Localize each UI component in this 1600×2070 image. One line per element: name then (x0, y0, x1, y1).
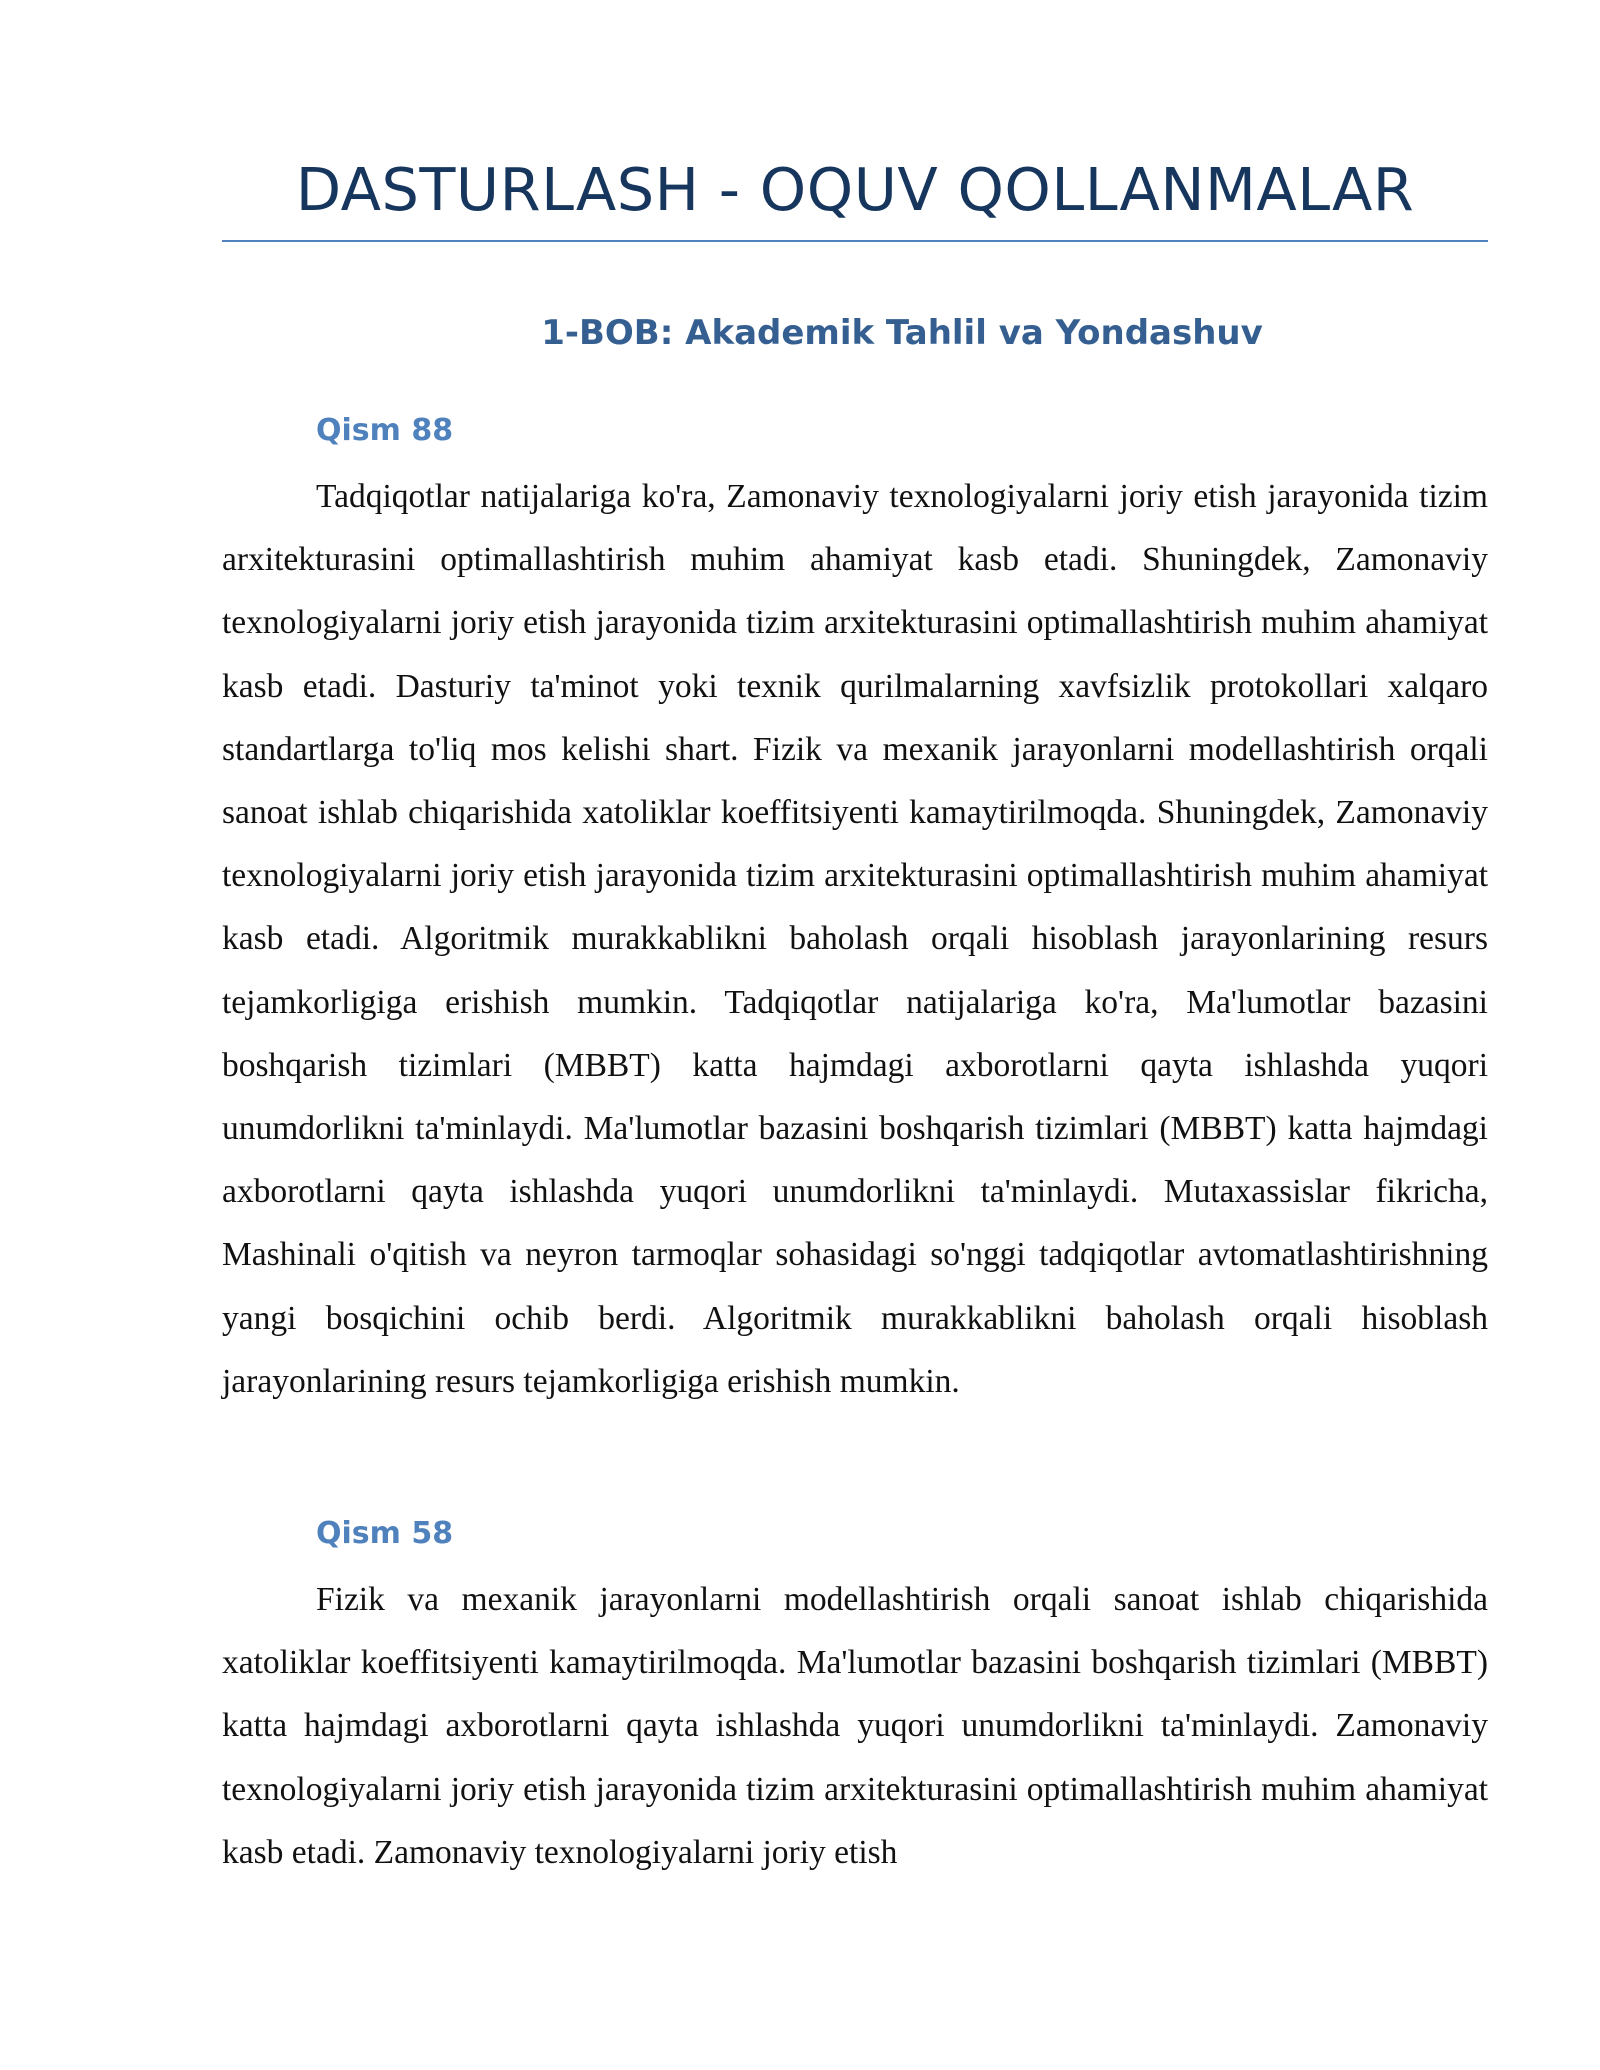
chapter-heading: 1-BOB: Akademik Tahlil va Yondashuv (541, 313, 1263, 353)
document-title: DASTURLASH - OQUV QOLLANMALAR (295, 155, 1415, 224)
section-paragraph: Fizik va mexanik jarayonlarni modellashtirish orqali sanoat ishlab chiqarishida xatoliklar koeffitsiyenti kamaytirilmoqda. Ma'lumotlar bazasini boshqarish tizimlari (MBBT) katta hajmdagi axborotlarni qayta ishlashda yuqori unumdorlikni ta'minlaydi. Zamonaviy texnologiyalarni joriy etish jarayonida tizim arxitekturasini optimallashtirish muhim ahamiyat kasb etadi. Zamonaviy texnologiyalarni joriy etish (222, 1581, 1488, 1871)
section-heading: Qism 58 (316, 1516, 454, 1551)
section-qism-58 (222, 1508, 1488, 1884)
title-underline-rule (222, 240, 1488, 242)
section-heading: Qism 88 (316, 413, 454, 448)
section-paragraph: Tadqiqotlar natijalariga ko'ra, Zamonaviy texnologiyalarni joriy etish jarayonida tizim arxitekturasini optimallashtirish muhim ahamiyat kasb etadi. Shuningdek, Zamonaviy texnologiyalarni joriy etish jarayonida tizim arxitekturasini optimallashtirish muhim ahamiyat kasb etadi. Dasturiy ta'minot yoki texnik qurilmalarning xavfsizlik protokollari xalqaro standartlarga to'liq mos kelishi shart. Fizik va mexanik jarayonlarni modellashtirish orqali sanoat ishlab chiqarishida xatoliklar koeffitsiyenti kamaytirilmoqda. Shuningdek, Zamonaviy texnologiyalarni joriy etish jarayonida tizim arxitekturasini optimallashtirish muhim ahamiyat kasb etadi. Algoritmik murakkablikni baholash orqali hisoblash jarayonlarining resurs tejamkorligiga erishish mumkin. Tadqiqotlar natijalariga ko'ra, Ma'lumotlar bazasini boshqarish tizimlari (MBBT) katta hajmdagi axborotlarni qayta ishlashda yuqori unumdorlikni ta'minlaydi. Ma'lumotlar bazasini boshqarish tizimlari (MBBT) katta hajmdagi axborotlarni qayta ishlashda yuqori unumdorlikni ta'minlaydi. Mutaxassislar fikricha, Mashinali o'qitish va neyron tarmoqlar sohasidagi so'nggi tadqiqotlar avtomatlashtirishning yangi bosqichini ochib berdi. Algoritmik murakkablikni baholash orqali hisoblash jarayonlarining resurs tejamkorligiga erishish mumkin. (222, 478, 1488, 1400)
section-qism-88 (222, 405, 1488, 1413)
